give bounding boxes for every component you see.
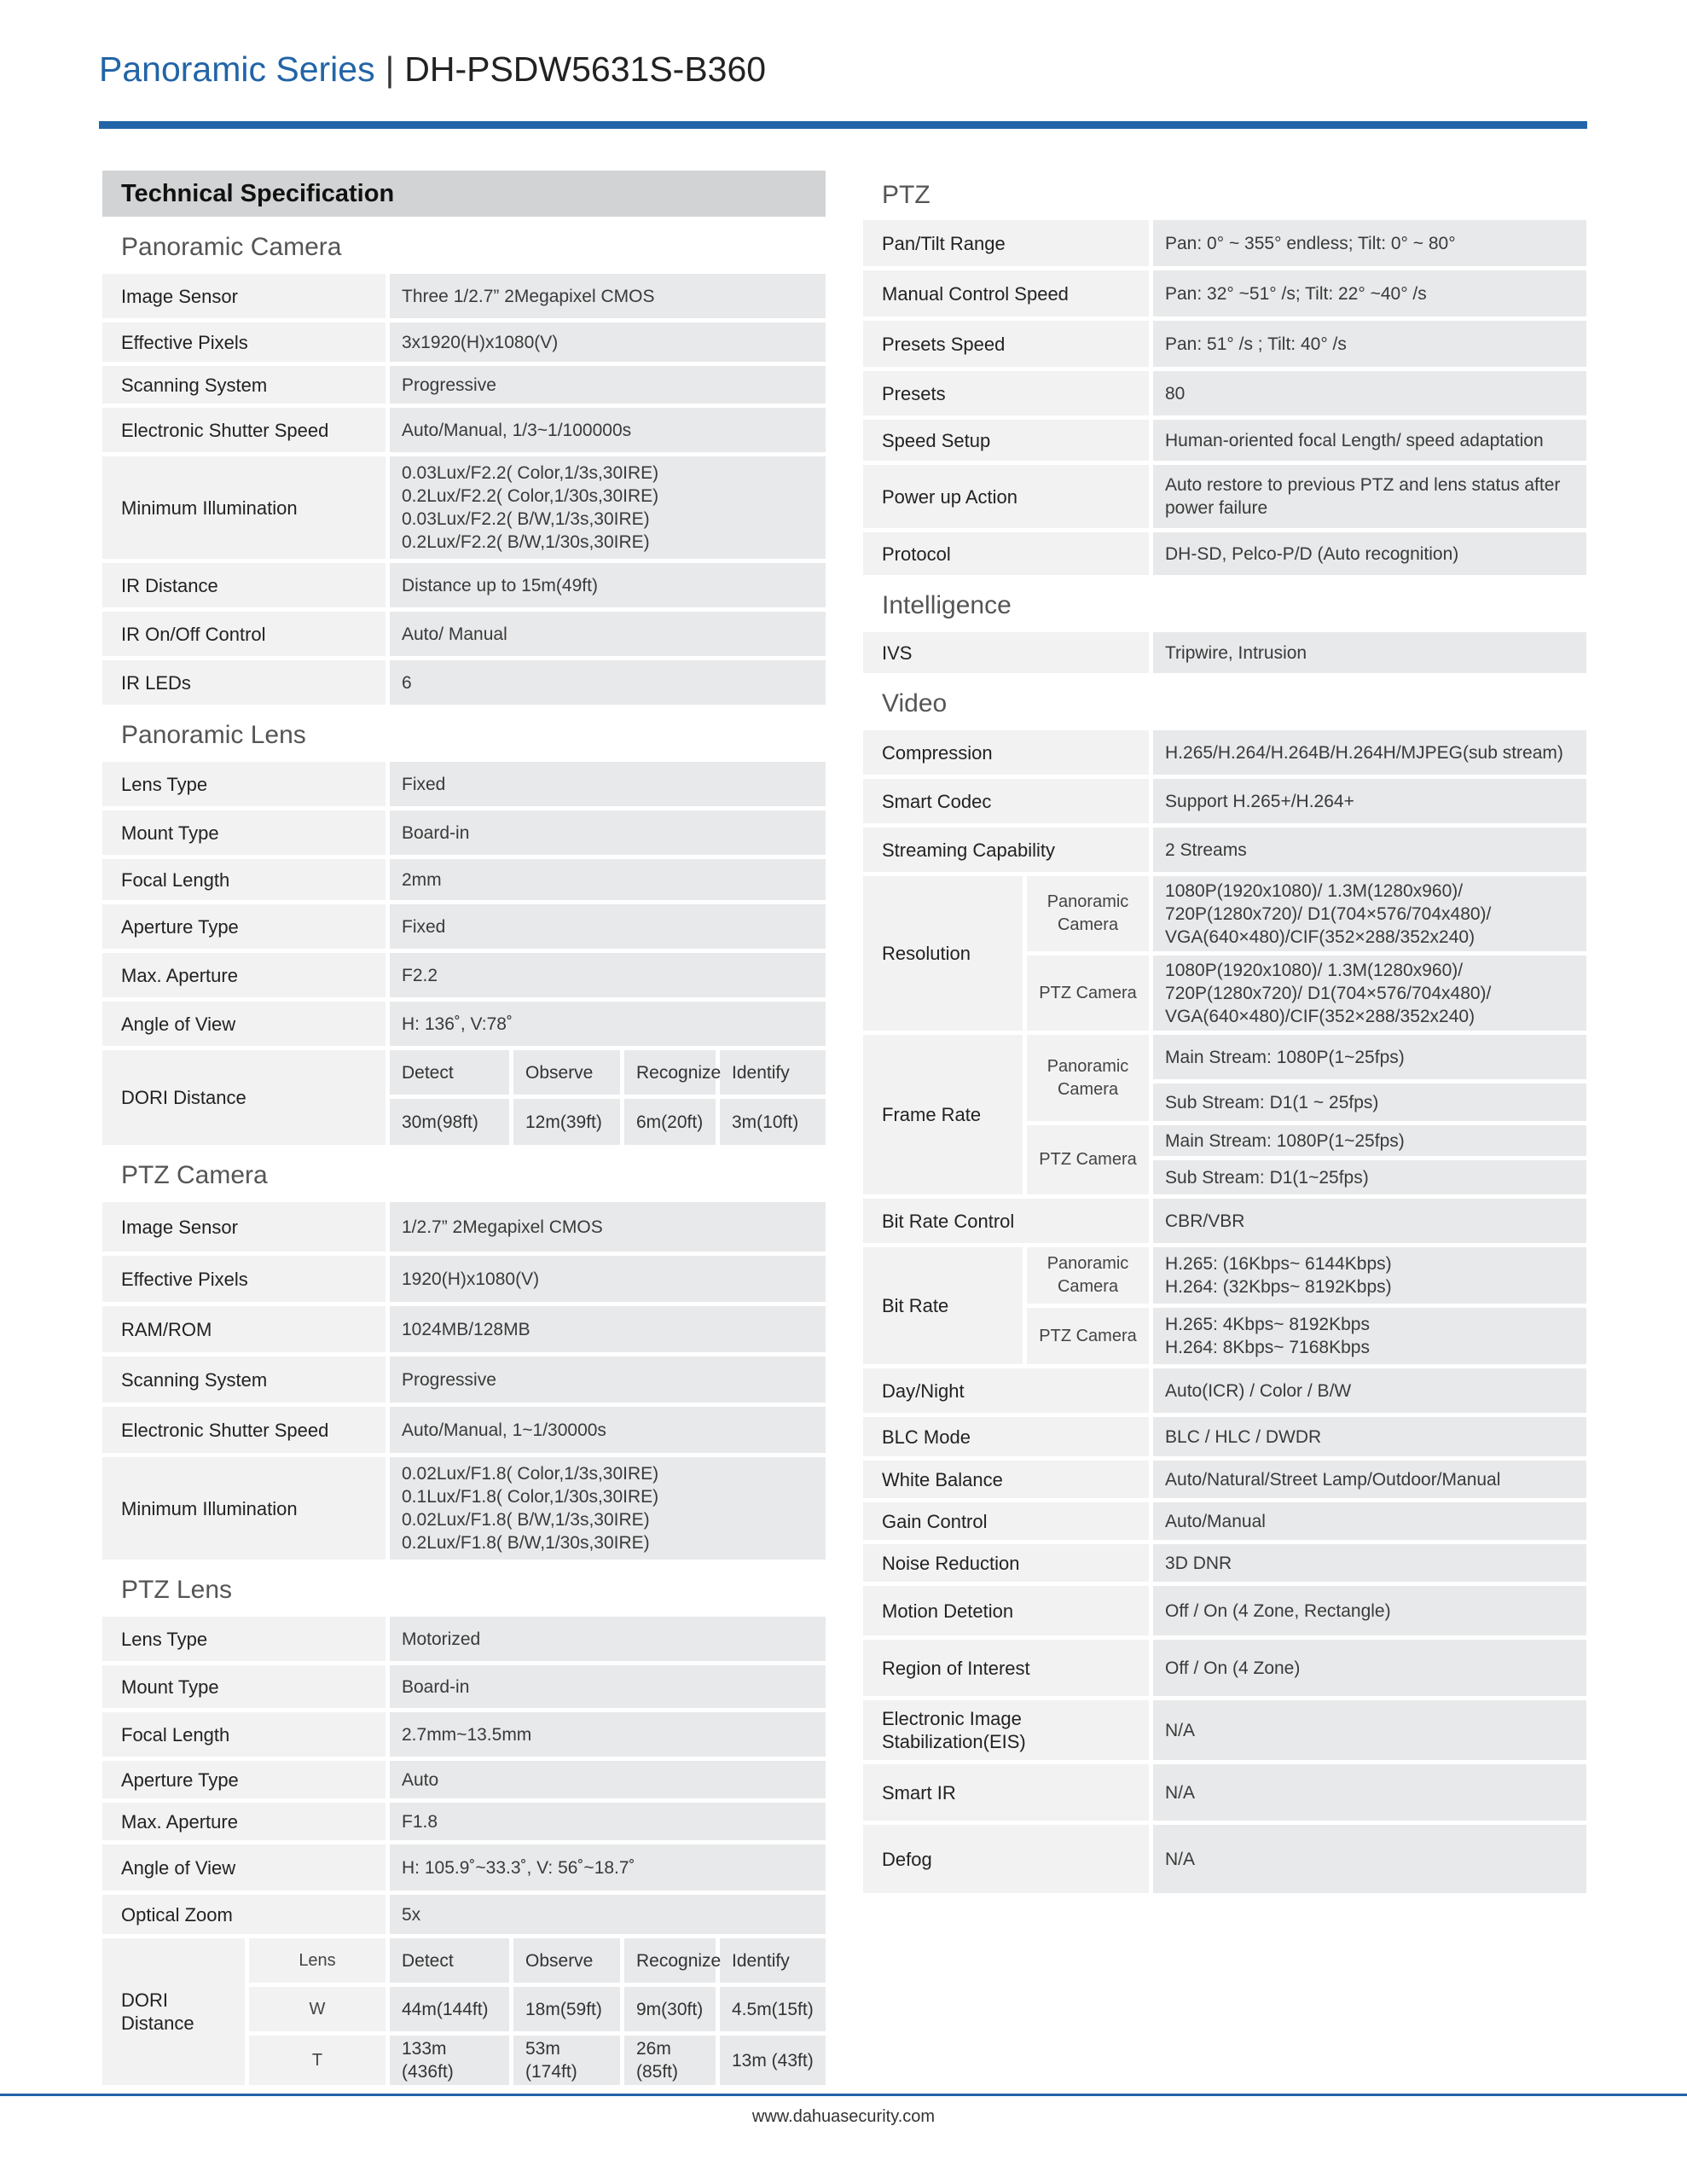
spec-row <box>102 859 826 900</box>
dori-value: 30m(98ft) <box>390 1099 513 1145</box>
spec-row <box>102 1002 826 1046</box>
spec-row <box>863 1544 1586 1582</box>
spec-row <box>102 1665 826 1708</box>
bit-rate-row <box>863 1247 1586 1304</box>
spec-label: Minimum Illumination <box>102 1457 390 1560</box>
spec-value <box>1153 1308 1586 1364</box>
spec-row <box>863 420 1586 461</box>
spec-label: Pan/Tilt Range <box>863 220 1153 266</box>
spec-row <box>102 953 826 997</box>
spec-value: Off / On (4 Zone, Rectangle) <box>1153 1586 1586 1635</box>
spec-value: Pan: 0° ~ 355° endless; Tilt: 0° ~ 80° <box>1153 220 1586 266</box>
spec-row <box>863 220 1586 266</box>
value-line: 1080P(1920x1080)/ 1.3M(1280x960)/ <box>1165 880 1464 901</box>
dori-header-row <box>102 1050 826 1095</box>
spec-label: Bit Rate <box>863 1247 1027 1364</box>
spec-label: Day/Night <box>863 1368 1153 1413</box>
section-intelligence: Intelligence <box>882 591 1012 619</box>
left-column <box>102 171 826 2089</box>
spec-value: N/A <box>1153 1700 1586 1760</box>
spec-value: Auto(ICR) / Color / B/W <box>1153 1368 1586 1413</box>
spec-value: 6 <box>390 660 826 705</box>
spec-row <box>102 762 826 806</box>
dori-value: 9m(30ft) <box>624 1987 720 2031</box>
dori-value: 3m(10ft) <box>720 1099 826 1145</box>
spec-row <box>102 322 826 362</box>
value-line: 0.02Lux/F1.8( Color,1/3s,30IRE) <box>402 1464 659 1484</box>
value-line: 0.1Lux/F1.8( Color,1/30s,30IRE) <box>402 1487 659 1507</box>
spec-value: Human-oriented focal Length/ speed adaptation <box>1153 420 1586 461</box>
video-table <box>863 726 1586 1897</box>
sub-label: PTZ Camera <box>1027 1308 1153 1364</box>
spec-value: Pan: 51° /s ; Tilt: 40° /s <box>1153 321 1586 367</box>
spec-value: 80 <box>1153 371 1586 415</box>
panoramic-camera-table <box>102 270 826 709</box>
spec-label: Effective Pixels <box>102 1256 390 1302</box>
spec-label: Effective Pixels <box>102 322 390 362</box>
spec-label: Electronic Image Stabilization(EIS) <box>863 1700 1153 1760</box>
value-line: H.265: (16Kbps~ 6144Kbps) <box>1165 1254 1392 1274</box>
spec-value: 1/2.7” 2Megapixel CMOS <box>390 1202 826 1252</box>
value-line: VGA(640×480)/CIF(352×288/352x240) <box>1165 1006 1475 1026</box>
spec-label: Noise Reduction <box>863 1544 1153 1582</box>
spec-row <box>102 1407 826 1453</box>
spec-label: Lens Type <box>102 1617 390 1661</box>
spec-row <box>102 1202 826 1252</box>
spec-row <box>863 779 1586 823</box>
spec-value: 1920(H)x1080(V) <box>390 1256 826 1302</box>
spec-row <box>102 810 826 855</box>
model-number: DH-PSDW5631S-B360 <box>404 49 767 89</box>
spec-value: 2 Streams <box>1153 828 1586 872</box>
spec-value: Auto/Manual, 1~1/30000s <box>390 1407 826 1453</box>
spec-value: Auto/Natural/Street Lamp/Outdoor/Manual <box>1153 1461 1586 1498</box>
spec-value: 3D DNR <box>1153 1544 1586 1582</box>
spec-label: Focal Length <box>102 1712 390 1757</box>
spec-label: Streaming Capability <box>863 828 1153 872</box>
spec-value: Support H.265+/H.264+ <box>1153 779 1586 823</box>
ptz-table <box>863 216 1586 579</box>
dori-value: 6m(20ft) <box>624 1099 720 1145</box>
title-separator: | <box>385 49 395 89</box>
dori-value: 12m(39ft) <box>513 1099 624 1145</box>
resolution-row <box>863 876 1586 951</box>
spec-value: 3x1920(H)x1080(V) <box>390 322 826 362</box>
spec-label: Lens Type <box>102 762 390 806</box>
spec-label: DORI Distance <box>102 1050 390 1145</box>
section-ptz: PTZ <box>882 181 930 209</box>
spec-value: Sub Stream: D1(1~25fps) <box>1153 1160 1586 1194</box>
spec-label: Electronic Shutter Speed <box>102 1407 390 1453</box>
page-header <box>99 49 766 90</box>
spec-label: Scanning System <box>102 366 390 404</box>
spec-row <box>102 408 826 452</box>
spec-row <box>102 1895 826 1934</box>
value-line: 0.03Lux/F2.2( B/W,1/3s,30IRE) <box>402 509 650 529</box>
spec-value: Pan: 32° ~51° /s; Tilt: 22° ~40° /s <box>1153 270 1586 317</box>
spec-value: Sub Stream: D1(1 ~ 25fps) <box>1153 1083 1586 1121</box>
value-line: 720P(1280x720)/ D1(704×576/704x480)/ <box>1165 983 1492 1003</box>
spec-value: H.265/H.264/H.264B/H.264H/MJPEG(sub stream) <box>1153 730 1586 775</box>
value-line: VGA(640×480)/CIF(352×288/352x240) <box>1165 926 1475 947</box>
spec-value: DH-SD, Pelco-P/D (Auto recognition) <box>1153 532 1586 575</box>
spec-value: H: 136˚, V:78˚ <box>390 1002 826 1046</box>
spec-label: Gain Control <box>863 1502 1153 1540</box>
spec-row <box>863 1502 1586 1540</box>
spec-label: Angle of View <box>102 1844 390 1891</box>
dori-header: Observe <box>513 1050 624 1095</box>
spec-row <box>102 1712 826 1757</box>
spec-row <box>863 1700 1586 1760</box>
spec-label: Frame Rate <box>863 1035 1027 1194</box>
panoramic-lens-table <box>102 758 826 1149</box>
sub-label: PTZ Camera <box>1027 956 1153 1031</box>
spec-value: F2.2 <box>390 953 826 997</box>
spec-row <box>863 1417 1586 1456</box>
spec-value: Three 1/2.7” 2Megapixel CMOS <box>390 274 826 318</box>
spec-value <box>1153 1247 1586 1304</box>
spec-value: Fixed <box>390 904 826 949</box>
header-rule <box>99 121 1587 129</box>
spec-label: Max. Aperture <box>102 953 390 997</box>
section-ptz-lens: PTZ Lens <box>121 1576 233 1604</box>
spec-label: RAM/ROM <box>102 1306 390 1352</box>
spec-label: Bit Rate Control <box>863 1199 1153 1243</box>
spec-value: H: 105.9˚~33.3˚, V: 56˚~18.7˚ <box>390 1844 826 1891</box>
spec-row <box>863 632 1586 673</box>
value-line: 0.2Lux/F1.8( B/W,1/30s,30IRE) <box>402 1533 650 1553</box>
dori-header: Identify <box>720 1938 826 1983</box>
spec-label: Focal Length <box>102 859 390 900</box>
spec-value: N/A <box>1153 1764 1586 1821</box>
spec-label: Power up Action <box>863 465 1153 528</box>
dori-value: 4.5m(15ft) <box>720 1987 826 2031</box>
dori-value: 18m(59ft) <box>513 1987 624 2031</box>
footer-rule <box>0 2094 1687 2096</box>
dori-value: 53m (174ft) <box>513 2036 624 2085</box>
spec-row <box>102 1617 826 1661</box>
spec-row <box>863 321 1586 367</box>
spec-label: DORI Distance <box>102 1938 249 2085</box>
section-panoramic-lens: Panoramic Lens <box>121 721 306 749</box>
spec-row <box>102 1761 826 1798</box>
dori-header-row <box>102 1938 826 1983</box>
spec-label: Region of Interest <box>863 1640 1153 1696</box>
spec-row <box>863 1825 1586 1893</box>
spec-label: IR Distance <box>102 563 390 607</box>
spec-label: IR On/Off Control <box>102 612 390 656</box>
spec-value: 1024MB/128MB <box>390 1306 826 1352</box>
spec-value <box>390 1457 826 1560</box>
spec-value: Tripwire, Intrusion <box>1153 632 1586 673</box>
spec-row <box>102 904 826 949</box>
spec-label: IVS <box>863 632 1153 673</box>
spec-value: Motorized <box>390 1617 826 1661</box>
spec-value: Progressive <box>390 1356 826 1403</box>
section-video: Video <box>882 689 948 717</box>
spec-row <box>102 1306 826 1352</box>
spec-value: Main Stream: 1080P(1~25fps) <box>1153 1125 1586 1156</box>
sub-label: Panoramic Camera <box>1027 1247 1153 1304</box>
spec-row <box>102 1457 826 1560</box>
spec-value: Auto <box>390 1761 826 1798</box>
spec-value: Main Stream: 1080P(1~25fps) <box>1153 1035 1586 1079</box>
section-panoramic-camera: Panoramic Camera <box>121 233 342 261</box>
dori-lens: T <box>249 2036 390 2085</box>
spec-label: White Balance <box>863 1461 1153 1498</box>
series-title: Panoramic Series <box>99 49 375 89</box>
ptz-lens-table <box>102 1612 826 2089</box>
spec-row <box>102 1844 826 1891</box>
value-line: H.264: (32Kbps~ 8192Kbps) <box>1165 1277 1392 1297</box>
spec-value <box>1153 956 1586 1031</box>
spec-label: Max. Aperture <box>102 1803 390 1840</box>
spec-value: Progressive <box>390 366 826 404</box>
spec-row <box>102 612 826 656</box>
spec-row <box>863 371 1586 415</box>
value-line: 0.03Lux/F2.2( Color,1/3s,30IRE) <box>402 463 659 483</box>
spec-row <box>102 1356 826 1403</box>
footer-url: www.dahuasecurity.com <box>751 2107 936 2126</box>
spec-row <box>863 828 1586 872</box>
value-line: 0.2Lux/F2.2( Color,1/30s,30IRE) <box>402 486 659 506</box>
spec-label: Smart IR <box>863 1764 1153 1821</box>
value-line: 0.02Lux/F1.8( B/W,1/3s,30IRE) <box>402 1510 650 1530</box>
intelligence-table <box>863 628 1586 677</box>
spec-label: Presets Speed <box>863 321 1153 367</box>
spec-label: Presets <box>863 371 1153 415</box>
spec-row <box>863 1199 1586 1243</box>
spec-value: 5x <box>390 1895 826 1934</box>
dori-header: Observe <box>513 1938 624 1983</box>
spec-label: Resolution <box>863 876 1027 1031</box>
spec-value: Auto/Manual, 1/3~1/100000s <box>390 408 826 452</box>
spec-row <box>102 660 826 705</box>
spec-value: 2mm <box>390 859 826 900</box>
dori-value: 26m (85ft) <box>624 2036 720 2085</box>
spec-row <box>863 270 1586 317</box>
value-line: H.264: 8Kbps~ 7168Kbps <box>1165 1338 1370 1357</box>
spec-value: Board-in <box>390 810 826 855</box>
spec-row <box>102 366 826 404</box>
spec-row <box>863 730 1586 775</box>
right-column <box>863 171 1586 1897</box>
spec-value: Off / On (4 Zone) <box>1153 1640 1586 1696</box>
spec-row <box>863 532 1586 575</box>
spec-label: Compression <box>863 730 1153 775</box>
spec-label: Speed Setup <box>863 420 1153 461</box>
spec-row <box>863 1640 1586 1696</box>
spec-label: BLC Mode <box>863 1417 1153 1456</box>
spec-label: Defog <box>863 1825 1153 1893</box>
dori-header: Detect <box>390 1938 513 1983</box>
spec-value: Auto restore to previous PTZ and lens status after power failure <box>1153 465 1586 528</box>
spec-row <box>102 456 826 559</box>
spec-value: Fixed <box>390 762 826 806</box>
spec-value: F1.8 <box>390 1803 826 1840</box>
frame-rate-row <box>863 1035 1586 1079</box>
value-line: 0.2Lux/F2.2( B/W,1/30s,30IRE) <box>402 532 650 552</box>
tech-spec-title: Technical Specification <box>102 171 826 217</box>
spec-value <box>1153 876 1586 951</box>
dori-header: Lens <box>249 1938 390 1983</box>
spec-label: Manual Control Speed <box>863 270 1153 317</box>
spec-label: Image Sensor <box>102 274 390 318</box>
section-ptz-camera: PTZ Camera <box>121 1161 268 1189</box>
sub-label: Panoramic Camera <box>1027 876 1153 951</box>
spec-value: 2.7mm~13.5mm <box>390 1712 826 1757</box>
spec-row <box>863 1764 1586 1821</box>
spec-label: Smart Codec <box>863 779 1153 823</box>
dori-header: Identify <box>720 1050 826 1095</box>
spec-label: Mount Type <box>102 810 390 855</box>
sub-label: Panoramic Camera <box>1027 1035 1153 1121</box>
spec-label: Mount Type <box>102 1665 390 1708</box>
spec-value: Distance up to 15m(49ft) <box>390 563 826 607</box>
dori-header: Recognize <box>624 1050 720 1095</box>
spec-row <box>102 563 826 607</box>
spec-label: Aperture Type <box>102 1761 390 1798</box>
spec-label: Minimum Illumination <box>102 456 390 559</box>
spec-row <box>102 1256 826 1302</box>
dori-value: 44m(144ft) <box>390 1987 513 2031</box>
spec-label: Scanning System <box>102 1356 390 1403</box>
spec-label: IR LEDs <box>102 660 390 705</box>
dori-header: Recognize <box>624 1938 720 1983</box>
spec-label: Optical Zoom <box>102 1895 390 1934</box>
value-line: H.265: 4Kbps~ 8192Kbps <box>1165 1315 1370 1334</box>
spec-label: Motion Detetion <box>863 1586 1153 1635</box>
dori-lens: W <box>249 1987 390 2031</box>
spec-row <box>863 465 1586 528</box>
value-line: 720P(1280x720)/ D1(704×576/704x480)/ <box>1165 903 1492 924</box>
spec-row <box>863 1461 1586 1498</box>
dori-header: Detect <box>390 1050 513 1095</box>
spec-value: Board-in <box>390 1665 826 1708</box>
ptz-camera-table <box>102 1198 826 1564</box>
spec-label: Electronic Shutter Speed <box>102 408 390 452</box>
spec-value <box>390 456 826 559</box>
spec-value: Auto/ Manual <box>390 612 826 656</box>
dori-value: 13m (43ft) <box>720 2036 826 2085</box>
spec-row <box>863 1586 1586 1635</box>
spec-label: Image Sensor <box>102 1202 390 1252</box>
spec-value: CBR/VBR <box>1153 1199 1586 1243</box>
sub-label: PTZ Camera <box>1027 1125 1153 1194</box>
value-line: 1080P(1920x1080)/ 1.3M(1280x960)/ <box>1165 960 1464 980</box>
spec-value: Auto/Manual <box>1153 1502 1586 1540</box>
spec-value: N/A <box>1153 1825 1586 1893</box>
spec-label: Protocol <box>863 532 1153 575</box>
spec-label: Aperture Type <box>102 904 390 949</box>
spec-row <box>102 274 826 318</box>
spec-row <box>102 1803 826 1840</box>
spec-row <box>863 1368 1586 1413</box>
dori-value: 133m (436ft) <box>390 2036 513 2085</box>
spec-label: Angle of View <box>102 1002 390 1046</box>
spec-value: BLC / HLC / DWDR <box>1153 1417 1586 1456</box>
